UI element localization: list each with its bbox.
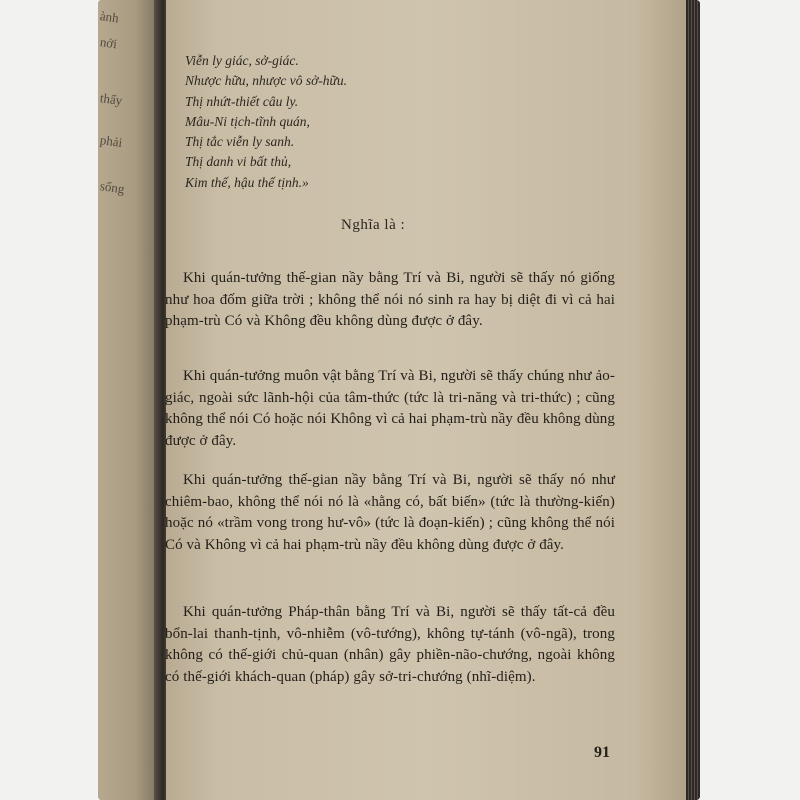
left-page-fragment: phải [99,132,124,151]
left-page [98,0,160,800]
left-page-fragment: sống [99,178,126,197]
left-page-fragment: thấy [99,90,124,109]
poem-verse [185,51,445,193]
left-page-fragment: nới [99,34,118,52]
poem-line: Mâu-Ni tịch-tĩnh quán, [185,113,310,129]
body-paragraph: Khi quán-tưởng thế-gian nầy bằng Trí và Bi, người sẽ thấy nó như chiêm-bao, không thể nói nó là «hằng có, bất biến» (tức là thường-kiến) hoặc nó «trầm vong trong hư-vô» (tức là đoạn-kiến) ; cũng không thể nói Có và Không vì cả hai phạm-trù nầy đều không dùng được ở đây. [165,472,615,553]
poem-line: Thị tắc viễn ly sanh. [185,134,295,150]
body-paragraph: Khi quán-tưởng thế-gian nầy bằng Trí và Bi, người sẽ thấy nó giống như hoa đốm giữa trời ; không thể nói nó sinh ra hay bị diệt đi vì cả hai phạm-trù Có và Không đều không dùng được ở đây. [165,270,615,329]
poem-line: Thị danh vi bất thủ, [185,154,292,170]
poem-line: Nhược hữu, nhược vô sở-hữu. [185,73,348,89]
page-edge [686,0,700,800]
poem-line: Thị nhứt-thiết câu ly. [185,93,299,109]
page-number: 91 [594,744,610,761]
section-heading: Nghĩa là : [341,217,406,233]
body-paragraph: Khi quán-tưởng muôn vật bằng Trí và Bi, người sẽ thấy chúng như ảo-giác, ngoài sức lãnh-hội của tâm-thức (tức là tri-năng và tri-thức) ; cũng không thể nói Có hoặc nói Không vì cả hai phạm-trù nầy đều không dùng được ở đây. [165,368,615,449]
poem-line: Kim thế, hậu thế tịnh.» [185,174,309,190]
body-paragraph: Khi quán-tưởng Pháp-thân bằng Trí và Bi, người sẽ thấy tất-cả đều bổn-lai thanh-tịnh, vô-nhiễm (vô-tướng), không tự-tánh (vô-ngã), trong không có thế-giới chủ-quan (nhân) gây phiền-não-chướng, ngoài không có thế-giới khách-quan (pháp) gây sở-tri-chướng (nhĩ-diệm). [165,604,615,685]
left-page-fragment: ành [99,8,120,26]
poem-line: Viễn ly giác, sở-giác. [185,53,299,68]
